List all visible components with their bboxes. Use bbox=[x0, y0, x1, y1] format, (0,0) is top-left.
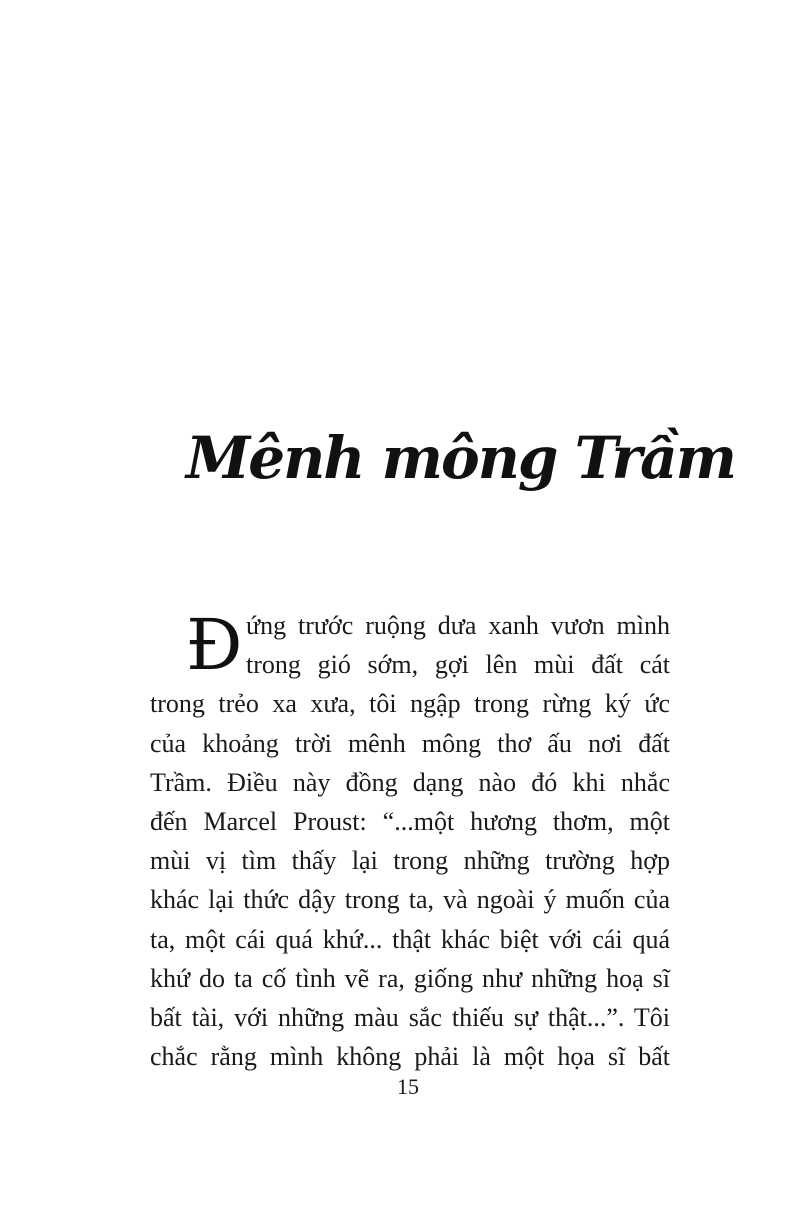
page-number: 15 bbox=[397, 1074, 419, 1099]
text-line: mùi vị tìm thấy lại trong những trường hợp bbox=[150, 846, 670, 876]
chapter-title: Mênh mông Trầm bbox=[186, 424, 736, 492]
text-line: khứ do ta cố tình vẽ ra, giống như những hoạ sĩ bbox=[150, 963, 670, 993]
body-paragraph bbox=[150, 606, 670, 1076]
text-line: bất tài, với những màu sắc thiếu sự thật...”. Tôi bbox=[150, 1002, 670, 1032]
text-line: trong trẻo xa xưa, tôi ngập trong rừng ký ức bbox=[150, 689, 670, 719]
text-line: ta, một cái quá khứ... thật khác biệt với cái quá bbox=[150, 924, 670, 954]
text-line: trong gió sớm, gợi lên mùi đất cát bbox=[246, 650, 670, 680]
text-line: chắc rằng mình không phải là một họa sĩ bất bbox=[150, 1042, 670, 1072]
drop-cap: Đ bbox=[186, 604, 243, 686]
text-line: Trầm. Điều này đồng dạng nào đó khi nhắc bbox=[150, 767, 670, 797]
text-line: của khoảng trời mênh mông thơ ấu nơi đất bbox=[150, 728, 670, 758]
text-line: khác lại thức dậy trong ta, và ngoài ý muốn của bbox=[150, 885, 670, 915]
text-line: đến Marcel Proust: “...một hương thơm, một bbox=[150, 806, 670, 836]
text-line: ứng trước ruộng dưa xanh vươn mình bbox=[246, 611, 670, 640]
